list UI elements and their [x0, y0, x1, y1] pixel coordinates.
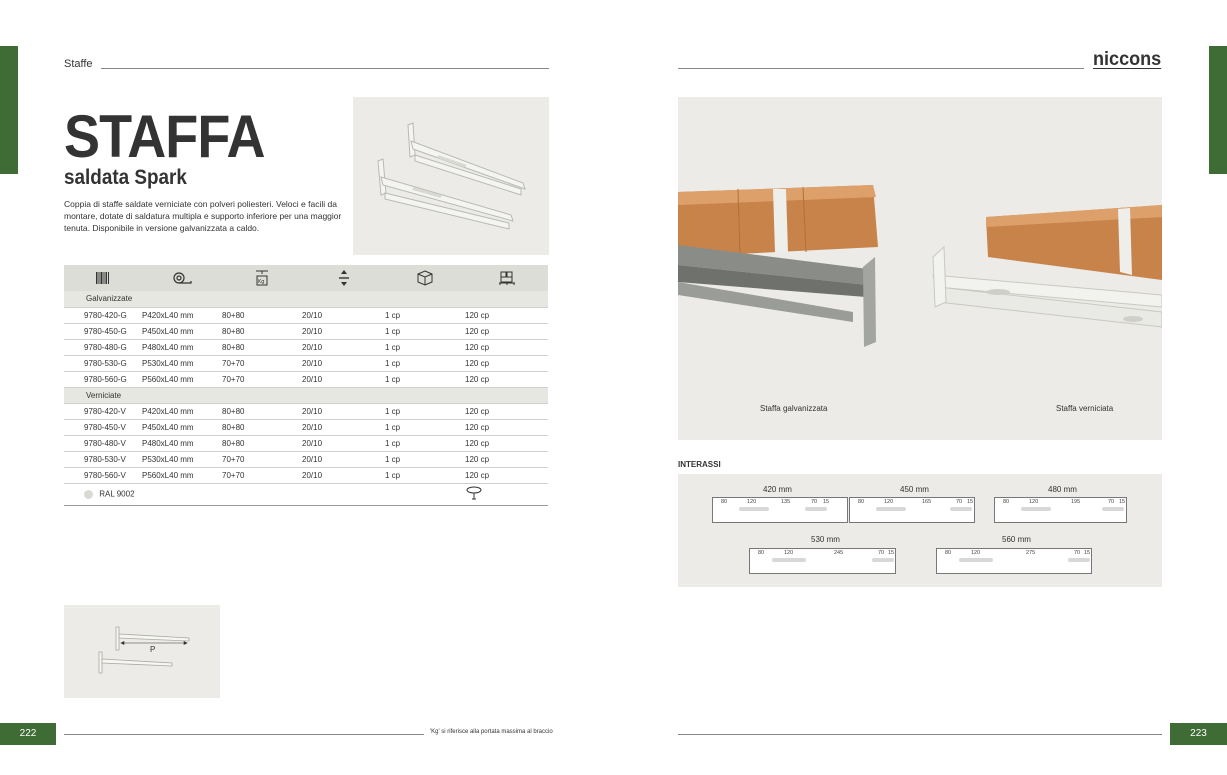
group-row-verniciate: Verniciate — [64, 387, 548, 403]
interasse-label: 450 mm — [900, 485, 929, 494]
interasse-label: 530 mm — [811, 535, 840, 544]
paint-roller-icon — [465, 485, 483, 501]
pallet-icon — [465, 265, 548, 291]
dimension-diagram — [64, 605, 220, 698]
interasse-diagram: 80 120 275 70 15 — [936, 548, 1092, 574]
table-row: 9780-450-G P450xL40 mm 80+80 20/10 1 cp 120 cp — [64, 323, 548, 339]
interasse-diagram: 80 120 245 70 15 — [749, 548, 896, 574]
weight-load-icon — [222, 265, 302, 291]
slot — [739, 507, 769, 511]
footnote: 'Kg' si riferisce alla portata massima al braccio — [430, 729, 553, 735]
slot — [1068, 558, 1090, 562]
slot — [950, 507, 972, 511]
interasse-diagram: 80 120 195 70 15 — [994, 497, 1127, 523]
table-row: 9780-560-V P560xL40 mm 70+70 20/10 1 cp 120 cp — [64, 467, 548, 483]
table-row: 9780-420-G P420xL40 mm 80+80 20/10 1 cp 120 cp — [64, 307, 548, 323]
slot — [959, 558, 993, 562]
slot — [1021, 507, 1051, 511]
table-header-row — [64, 265, 548, 291]
table-row: 9780-450-V P450xL40 mm 80+80 20/10 1 cp 120 cp — [64, 419, 548, 435]
page-subtitle: saldata Spark — [64, 166, 187, 189]
color-swatch — [84, 490, 93, 499]
header-rule-right — [678, 68, 1084, 69]
bracket-illustration — [353, 97, 549, 255]
product-photo — [678, 97, 1162, 440]
galvanized-bracket — [678, 245, 876, 347]
tape-measure-icon — [142, 265, 222, 291]
slot — [772, 558, 806, 562]
page-title: STAFFA — [64, 103, 265, 170]
page-number-right: 223 — [1170, 723, 1227, 745]
color-note: RAL 9002 — [99, 489, 135, 499]
color-note-row — [64, 483, 548, 505]
barcode-icon — [64, 265, 142, 291]
footer-rule-right — [678, 734, 1162, 735]
left-edge-tab — [0, 46, 18, 174]
interasse-diagram: 80 120 165 70 15 — [849, 497, 975, 523]
spacing-arrows-icon — [302, 265, 385, 291]
table-row: 9780-480-V P480xL40 mm 80+80 20/10 1 cp 120 cp — [64, 435, 548, 451]
right-edge-tab — [1209, 46, 1227, 174]
spec-table-wrapper — [64, 265, 548, 506]
section-label: Staffe — [64, 58, 93, 70]
table-row: 9780-530-V P530xL40 mm 70+70 20/10 1 cp 120 cp — [64, 451, 548, 467]
table-row: 9780-420-V P420xL40 mm 80+80 20/10 1 cp 120 cp — [64, 403, 548, 419]
footer-rule-left — [64, 734, 424, 735]
caption-galvanizzata: Staffa galvanizzata — [760, 404, 828, 413]
slot — [805, 507, 827, 511]
interassi-panel — [678, 474, 1162, 587]
box-icon — [385, 265, 465, 291]
interasse-diagram: 80 120 135 70 15 — [712, 497, 848, 523]
table-row: 9780-560-G P560xL40 mm 70+70 20/10 1 cp 120 cp — [64, 371, 548, 387]
brand-logo: niccons — [1093, 49, 1162, 70]
header-rule-left — [101, 68, 549, 69]
svg-text:Kg: Kg — [258, 279, 265, 285]
page-number-left: 222 — [0, 723, 56, 745]
interasse-label: 420 mm — [763, 485, 792, 494]
interassi-title: INTERASSI — [678, 460, 721, 469]
slot — [876, 507, 906, 511]
product-image — [353, 97, 549, 255]
slot — [872, 558, 894, 562]
painted-bricks — [986, 205, 1162, 280]
product-description: Coppia di staffe saldate verniciate con polveri poliesteri. Veloci e facili da montare, dotate di saldatura multipla e supporto inferiore per una maggior tenuta. Disponibile in versione galvanizzata a caldo. — [64, 199, 342, 233]
slot — [1102, 507, 1124, 511]
interasse-label: 480 mm — [1048, 485, 1077, 494]
table-row: 9780-480-G P480xL40 mm 80+80 20/10 1 cp 120 cp — [64, 339, 548, 355]
table-row: 9780-530-G P530xL40 mm 70+70 20/10 1 cp 120 cp — [64, 355, 548, 371]
caption-verniciata: Staffa verniciata — [1056, 404, 1114, 413]
group-row-galvanizzate: Galvanizzate — [64, 291, 548, 307]
galvanized-bricks — [678, 185, 878, 257]
interasse-label: 560 mm — [1002, 535, 1031, 544]
diagram-label-p: P — [150, 645, 156, 654]
spec-table — [64, 265, 548, 506]
